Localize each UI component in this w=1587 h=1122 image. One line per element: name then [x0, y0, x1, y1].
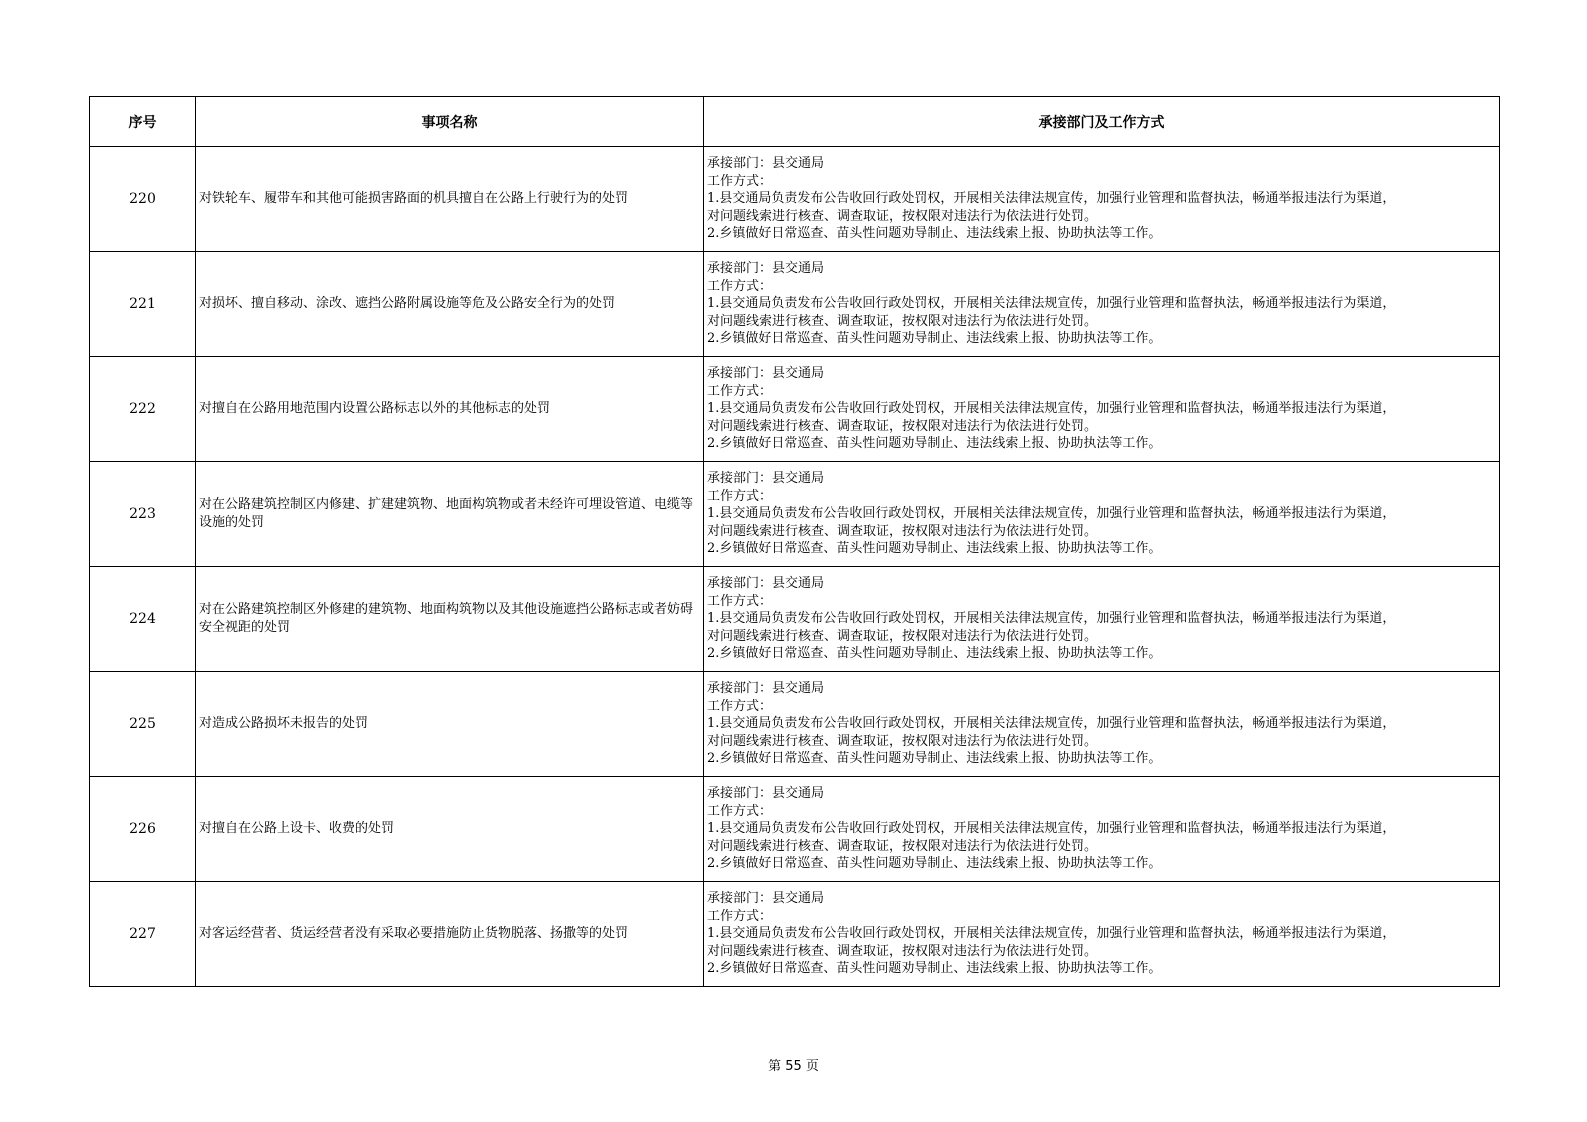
method-line: 工作方式：: [707, 278, 773, 294]
serial-number-cell: 220: [90, 147, 196, 252]
method-line: 承接部门：县交通局: [707, 576, 825, 592]
method-line: 1.县交通局负责发布公告收回行政处罚权，开展相关法律法规宣传，加强行业管理和监督执法，畅通举报违法行为渠道，: [707, 191, 1396, 207]
method-line: 工作方式：: [707, 803, 773, 819]
method-line: 对问题线索进行核查、调查取证，按权限对违法行为依法进行处罚。: [707, 208, 1098, 224]
department-method-cell: [704, 882, 1500, 987]
table-row: [90, 777, 1500, 882]
serial-number-cell: 225: [90, 672, 196, 777]
matter-name-cell: 对在公路建筑控制区内修建、扩建建筑物、地面构筑物或者未经许可埋设管道、电缆等设施的处罚: [196, 462, 704, 567]
header-row: [90, 97, 1500, 147]
table-row: [90, 252, 1500, 357]
method-line: 2.乡镇做好日常巡查、苗头性问题劝导制止、违法线索上报、协助执法等工作。: [707, 331, 1162, 347]
method-line: 工作方式：: [707, 698, 773, 714]
method-line: 工作方式：: [707, 173, 773, 189]
table-row: [90, 357, 1500, 462]
serial-number-cell: 221: [90, 252, 196, 357]
matter-name-cell: 对造成公路损坏未报告的处罚: [196, 672, 704, 777]
serial-number-cell: 224: [90, 567, 196, 672]
table-body: [90, 147, 1500, 987]
method-line: 承接部门：县交通局: [707, 156, 825, 172]
method-line: 工作方式：: [707, 383, 773, 399]
method-line: 1.县交通局负责发布公告收回行政处罚权，开展相关法律法规宣传，加强行业管理和监督执法，畅通举报违法行为渠道，: [707, 926, 1396, 942]
department-method-cell: [704, 567, 1500, 672]
matter-name-cell: 对擅自在公路上设卡、收费的处罚: [196, 777, 704, 882]
department-method-cell: [704, 147, 1500, 252]
serial-number-cell: 223: [90, 462, 196, 567]
method-line: 2.乡镇做好日常巡查、苗头性问题劝导制止、违法线索上报、协助执法等工作。: [707, 856, 1162, 872]
method-line: 承接部门：县交通局: [707, 261, 825, 277]
method-line: 对问题线索进行核查、调查取证，按权限对违法行为依法进行处罚。: [707, 628, 1098, 644]
department-method-cell: [704, 672, 1500, 777]
serial-number-cell: 222: [90, 357, 196, 462]
matter-name-cell: 对铁轮车、履带车和其他可能损害路面的机具擅自在公路上行驶行为的处罚: [196, 147, 704, 252]
matter-name-cell: 对在公路建筑控制区外修建的建筑物、地面构筑物以及其他设施遮挡公路标志或者妨碍安全视距的处罚: [196, 567, 704, 672]
method-line: 1.县交通局负责发布公告收回行政处罚权，开展相关法律法规宣传，加强行业管理和监督执法，畅通举报违法行为渠道，: [707, 716, 1396, 732]
method-line: 承接部门：县交通局: [707, 681, 825, 697]
matter-name-cell: 对损坏、擅自移动、涂改、遮挡公路附属设施等危及公路安全行为的处罚: [196, 252, 704, 357]
method-line: 1.县交通局负责发布公告收回行政处罚权，开展相关法律法规宣传，加强行业管理和监督执法，畅通举报违法行为渠道，: [707, 611, 1396, 627]
method-line: 2.乡镇做好日常巡查、苗头性问题劝导制止、违法线索上报、协助执法等工作。: [707, 751, 1162, 767]
method-line: 2.乡镇做好日常巡查、苗头性问题劝导制止、违法线索上报、协助执法等工作。: [707, 646, 1162, 662]
method-line: 对问题线索进行核查、调查取证，按权限对违法行为依法进行处罚。: [707, 838, 1098, 854]
method-line: 对问题线索进行核查、调查取证，按权限对违法行为依法进行处罚。: [707, 313, 1098, 329]
method-line: 承接部门：县交通局: [707, 891, 825, 907]
method-line: 工作方式：: [707, 908, 773, 924]
matters-table: [89, 96, 1500, 987]
department-method-cell: [704, 777, 1500, 882]
department-method-cell: [704, 462, 1500, 567]
table-row: [90, 672, 1500, 777]
department-method-cell: [704, 252, 1500, 357]
table-row: [90, 147, 1500, 252]
method-line: 1.县交通局负责发布公告收回行政处罚权，开展相关法律法规宣传，加强行业管理和监督执法，畅通举报违法行为渠道，: [707, 296, 1396, 312]
header-matter-name: 事项名称: [196, 97, 704, 147]
method-line: 2.乡镇做好日常巡查、苗头性问题劝导制止、违法线索上报、协助执法等工作。: [707, 226, 1162, 242]
serial-number-cell: 227: [90, 882, 196, 987]
method-line: 2.乡镇做好日常巡查、苗头性问题劝导制止、违法线索上报、协助执法等工作。: [707, 541, 1162, 557]
method-line: 对问题线索进行核查、调查取证，按权限对违法行为依法进行处罚。: [707, 418, 1098, 434]
method-line: 对问题线索进行核查、调查取证，按权限对违法行为依法进行处罚。: [707, 523, 1098, 539]
page-number: 第 55 页: [768, 1059, 819, 1074]
method-line: 1.县交通局负责发布公告收回行政处罚权，开展相关法律法规宣传，加强行业管理和监督执法，畅通举报违法行为渠道，: [707, 401, 1396, 417]
method-line: 工作方式：: [707, 593, 773, 609]
table-row: [90, 567, 1500, 672]
method-line: 承接部门：县交通局: [707, 786, 825, 802]
header-serial-number: 序号: [90, 97, 196, 147]
matter-name-cell: 对客运经营者、货运经营者没有采取必要措施防止货物脱落、扬撒等的处罚: [196, 882, 704, 987]
method-line: 1.县交通局负责发布公告收回行政处罚权，开展相关法律法规宣传，加强行业管理和监督执法，畅通举报违法行为渠道，: [707, 821, 1396, 837]
header-department-method: 承接部门及工作方式: [704, 97, 1500, 147]
table-header: [90, 97, 1500, 147]
method-line: 2.乡镇做好日常巡查、苗头性问题劝导制止、违法线索上报、协助执法等工作。: [707, 436, 1162, 452]
method-line: 1.县交通局负责发布公告收回行政处罚权，开展相关法律法规宣传，加强行业管理和监督执法，畅通举报违法行为渠道，: [707, 506, 1396, 522]
matter-name-cell: 对擅自在公路用地范围内设置公路标志以外的其他标志的处罚: [196, 357, 704, 462]
method-line: 对问题线索进行核查、调查取证，按权限对违法行为依法进行处罚。: [707, 733, 1098, 749]
method-line: 对问题线索进行核查、调查取证，按权限对违法行为依法进行处罚。: [707, 943, 1098, 959]
table-row: [90, 882, 1500, 987]
serial-number-cell: 226: [90, 777, 196, 882]
table-row: [90, 462, 1500, 567]
method-line: 工作方式：: [707, 488, 773, 504]
method-line: 承接部门：县交通局: [707, 471, 825, 487]
method-line: 2.乡镇做好日常巡查、苗头性问题劝导制止、违法线索上报、协助执法等工作。: [707, 961, 1162, 977]
method-line: 承接部门：县交通局: [707, 366, 825, 382]
department-method-cell: [704, 357, 1500, 462]
